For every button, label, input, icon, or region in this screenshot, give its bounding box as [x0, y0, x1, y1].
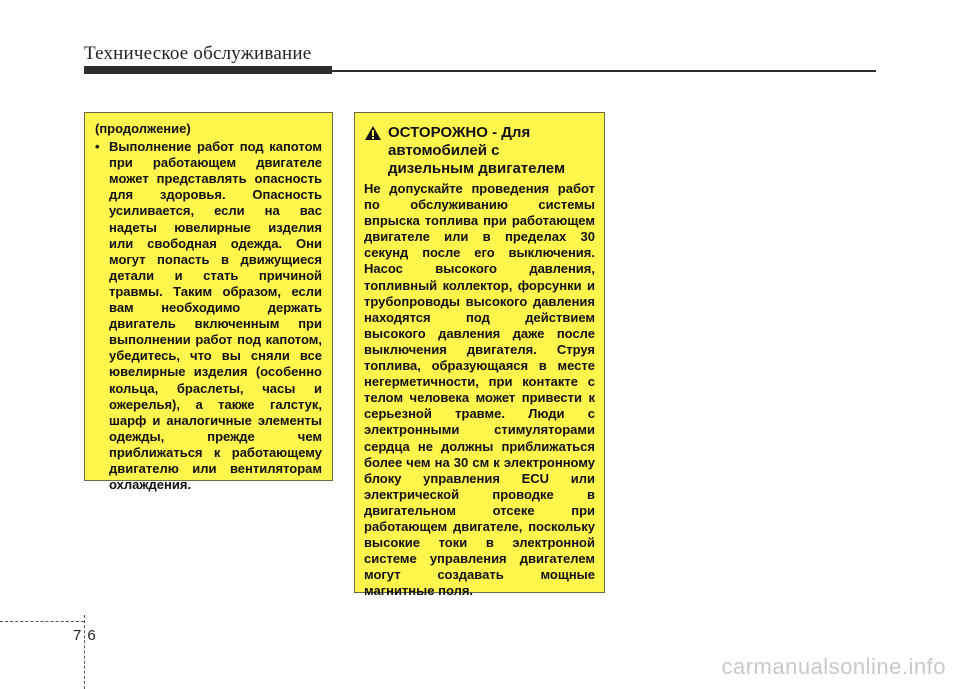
continued-caution-box [84, 112, 333, 493]
bullet-item [95, 139, 322, 493]
page-header-title: Техническое обслуживание [84, 43, 312, 64]
warning-title-line: автомобилей с [388, 142, 500, 159]
warning-triangle-icon [364, 124, 388, 145]
warning-title [388, 124, 565, 178]
continued-label: (продолжение) [95, 121, 191, 136]
header-rule-thin [332, 70, 876, 72]
warning-title-line: дизельным двигателем [388, 160, 566, 177]
bullet-dot-icon: • [95, 139, 100, 155]
page-number: 76 [73, 627, 102, 644]
diesel-warning-box [354, 112, 605, 599]
watermark: carmanualsonline.info [721, 654, 946, 679]
warning-body: Не допускайте проведения работ по обслуживанию системы впрыска топлива при работающем двигателе или в пределах 30 секунд после его выключения. Насос высокого давления, топливный коллектор, форсунки и трубопроводы высокого давления находятся под действием высокого давления даже после выключения двигателя. Струя топлива, образующаяся в месте негерметичности, при контакте с телом человека может привести к серьезной травме. Люди с электронными стимуляторами сердца не должны приближаться более чем на 30 см к электронному блоку управления ECU или электрической проводке в двигательном отсеке при работающем двигателе, поскольку высокие токи в электронной системе управления двигателем могут создавать мощные магнитные поля. [364, 181, 595, 599]
bullet-text: Выполнение работ под капотом при работающем двигателе может представлять опасность для здоровья. Опасность усиливается, если на вас надеты ювелирные изделия или свободная одежда. Они могут попасть в движущиеся детали и стать причиной травмы. Таким образом, если вам необходимо держать двигатель включенным при выполнении работ под капотом, убедитесь, что вы сняли все ювелирные изделия (особенно кольца, браслеты, часы и ожерелья), а также галстук, шарф и аналогичные элементы одежды, прежде чем приближаться к работающему двигателю или вентиляторам охлаждения. [109, 139, 322, 493]
warning-header [364, 124, 595, 178]
crop-mark-horizontal [0, 621, 84, 622]
warning-title-line: ОСТОРОЖНО - Для [388, 124, 531, 141]
header-rule-thick [84, 66, 332, 74]
